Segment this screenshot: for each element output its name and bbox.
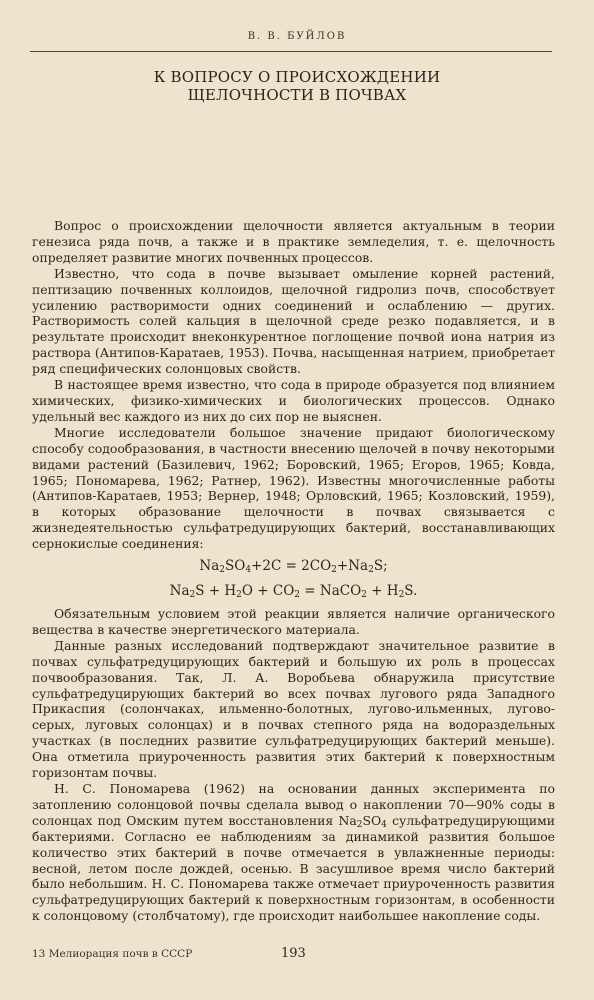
paragraph-7: Н. С. Пономарева (1962) на основании данных эксперимента по затоплению солонцовой почвы сделала вывод о накоплении 70—90% соды в солонцах под Омским путем восстановления $Na_2SO_4$ сульфатредуцирующими бактериями. Согласно ее наблюдениям за динамикой развития большое количество этих бактерий в почве отмечается в увлажненные периоды: весной, летом после дождей, осенью. В засушливое время число бактерий было небольшим. Н. С. Пономарева также отмечает приуроченность развития сульфатредуцирующих бактерий к поверхностным горизонтам, в особенности к солонцовому (столбчатому), где происходит наибольшее накопление соды. [32, 781, 555, 924]
page-number: 193 [281, 946, 306, 961]
header-rule [30, 51, 552, 52]
running-head: В. В. БУЙЛОВ [247, 31, 347, 42]
paragraph-6: Данные разных исследований подтверждают значительное развитие в почвах сульфатредуцирующих бактерий и большую их роль в процессах почвообразования. Так, Л. А. Воробьева обнаружила присутствие сульфатредуцирующих бактерий во всех почвах лугового ряда Западного Прикаспия (солончаках, ильменно-болотных, лугово-ильменных, лугово-серых, луговых солонцах) и в почвах степного ряда на водораздельных участках (в последних развитие сульфатредуцирующих бактерий меньше). Она отметила приуроченность развития этих бактерий к поверхностным горизонтам почвы. [32, 637, 555, 781]
paragraph-1: Вопрос о происхождении щелочности является актуальным в теории генезиса ряда почв, а также и в практике земледелия, т. е. щелочность определяет развитие многих почвенных процессов. [32, 218, 555, 265]
formula-1: $Na_2SO_4+2C = 2CO_2+Na_2S$; [199, 558, 388, 576]
formula-2: $Na_2S + H_2O + CO_2$ = NaCO$_2$ + $H_2S$. [169, 583, 418, 601]
title-line-2: ЩЕЛОЧНОСТИ В ПОЧВАХ [187, 86, 407, 104]
article-title [0, 68, 594, 104]
paragraph-3: В настоящее время известно, что сода в природе образуется под влиянием химических, физико-химических и биологических процессов. Однако удельный вес каждого из них до сих пор не выяснен. [32, 377, 555, 424]
title-line-1: К ВОПРОСУ О ПРОИСХОЖДЕНИИ [153, 68, 441, 86]
paragraph-4: Многие исследователи большое значение придают биологическому способу содообразования, в частности внесению щелочей в почву некоторыми видами растений (Базилевич, 1962; Боровский, 1965; Егоров, 1965; Ковда, 1965; Пономарева, 1962; Ратнер, 1962). Известны многочисленные работы (Антипов-Каратаев, 1953; Вернер, 1948; Орловский, 1965; Козловский, 1959), в которых образование щелочности в почвах связывается с жизнедеятельностью сульфатредуцирующих бактерий, восстанавливающих сернокислые соединения: [32, 424, 555, 552]
footer-signature: 13 Мелиорация почв в СССР [32, 948, 193, 960]
article-body [32, 218, 555, 924]
paragraph-2: Известно, что сода в почве вызывает омыление корней растений, пептизацию почвенных коллоидов, щелочной гидролиз почв, способствует усилению растворимости одних соединений и ослаблению — других. Растворимость солей кальция в щелочной среде резко подавляется, и в результате происходит внеконкурентное поглощение почвой иона натрия из раствора (Антипов-Каратаев, 1953). Почва, насыщенная натрием, приобретает ряд специфических солонцовых свойств. [32, 265, 555, 377]
paragraph-5: Обязательным условием этой реакции является наличие органического вещества в качестве энергетического материала. [32, 606, 555, 637]
